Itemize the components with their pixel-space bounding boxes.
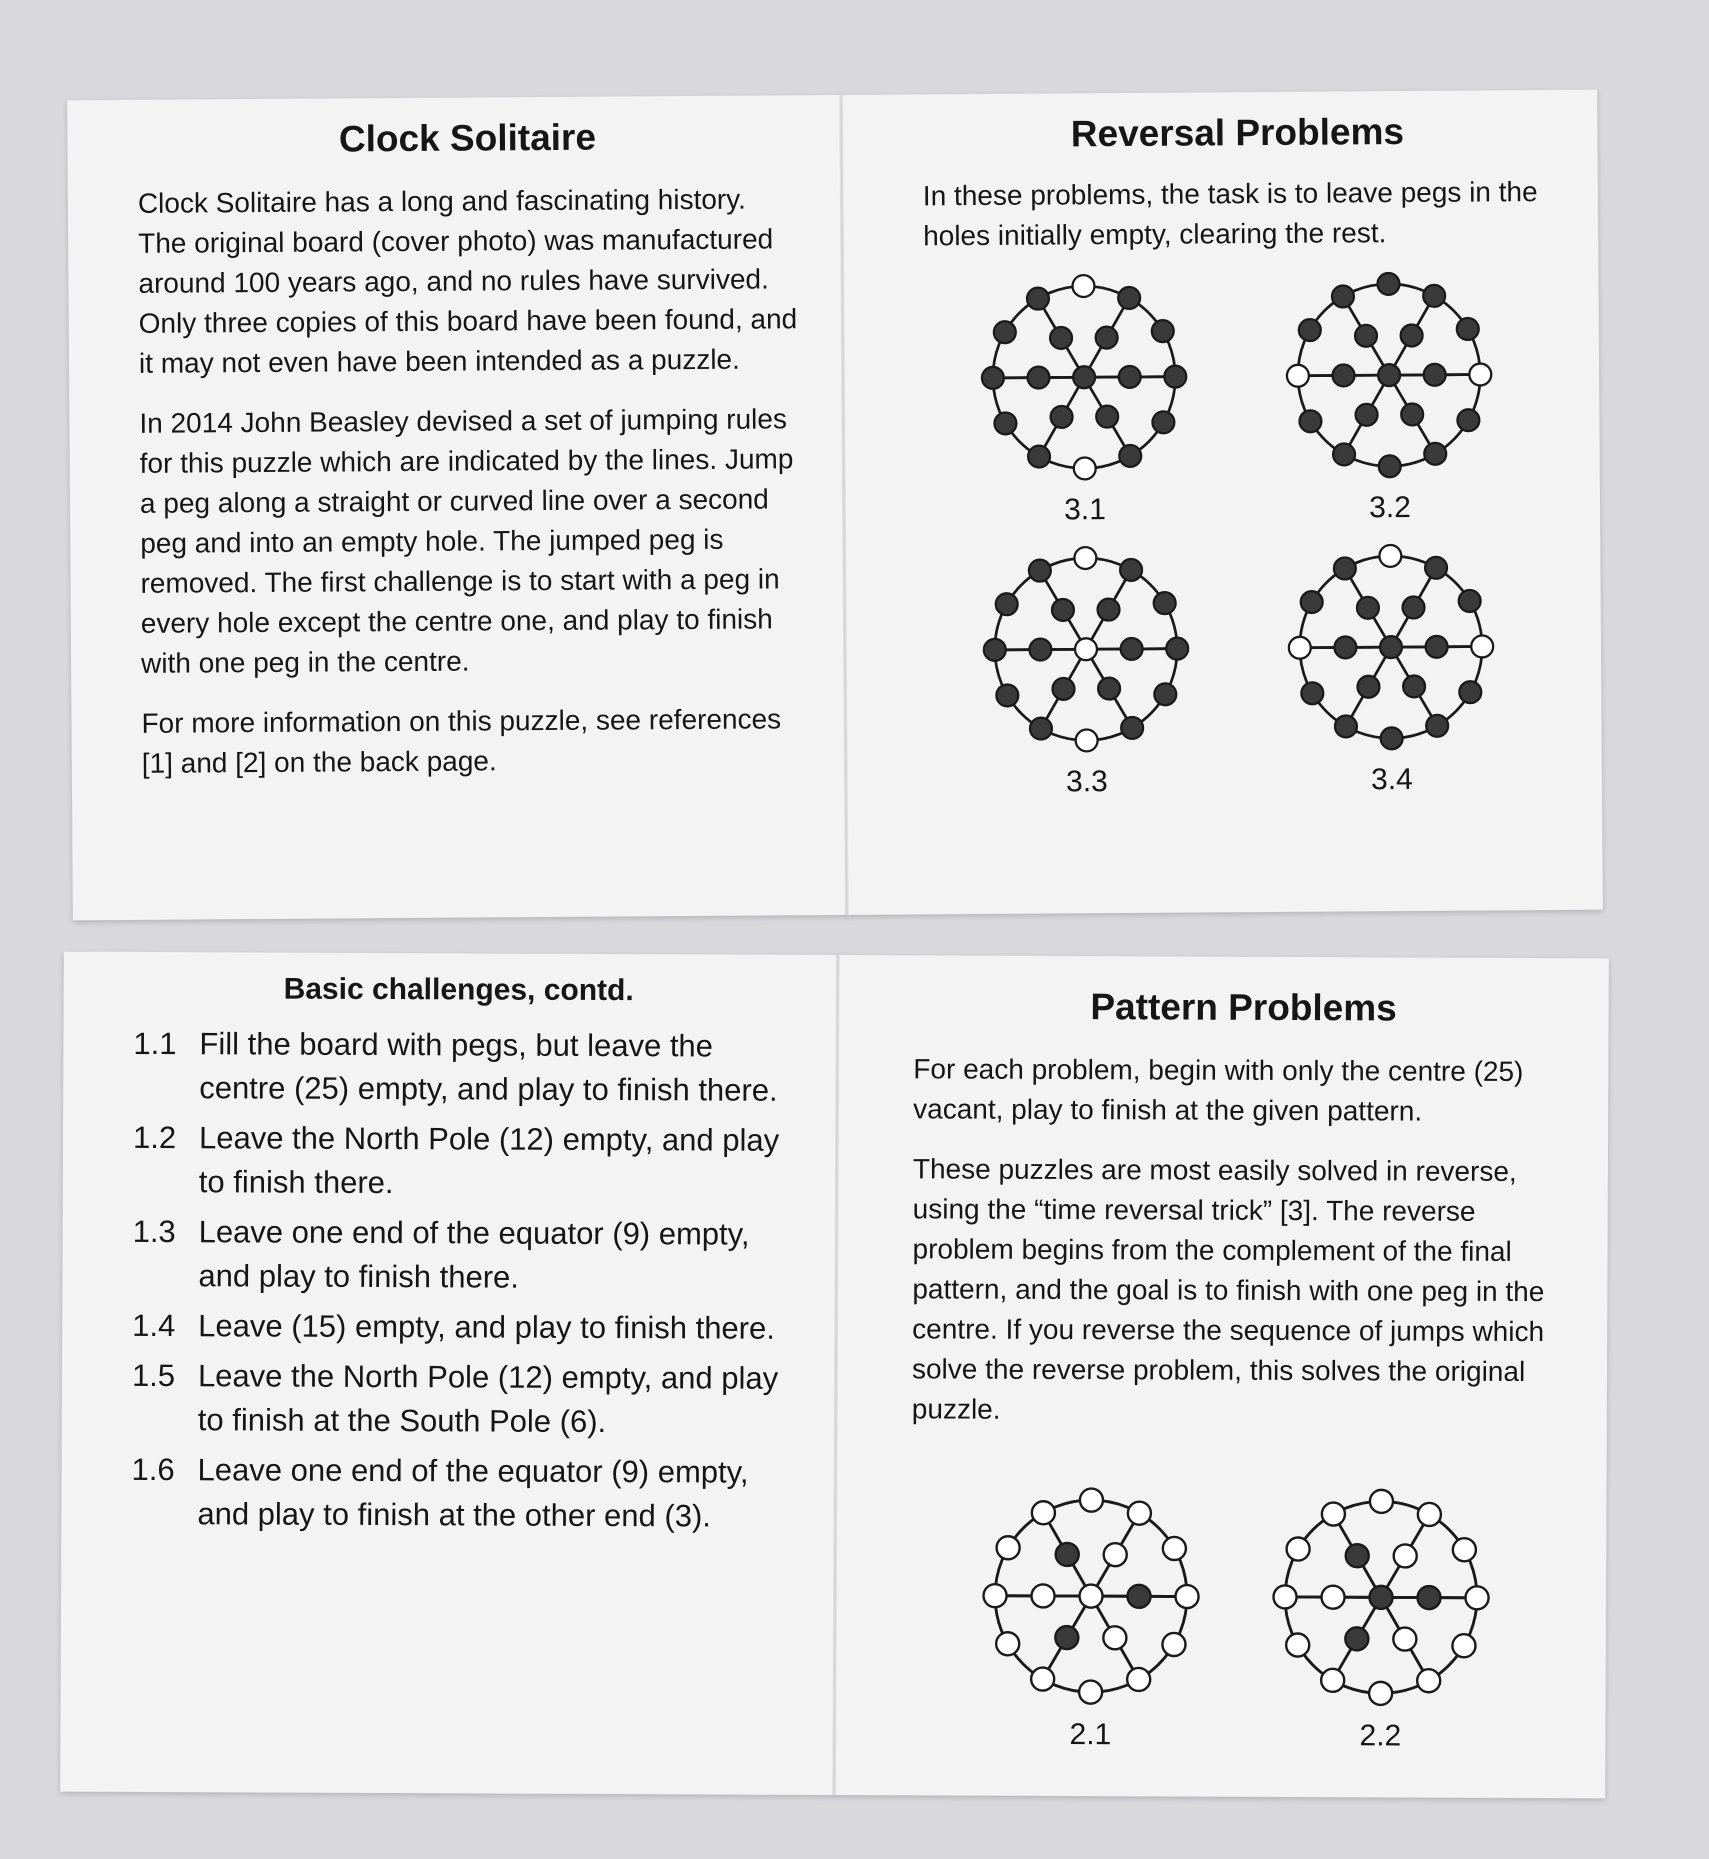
empty-hole bbox=[1031, 1584, 1054, 1607]
peg bbox=[1459, 590, 1481, 612]
empty-hole bbox=[1128, 1502, 1151, 1525]
peg bbox=[982, 367, 1004, 389]
peg bbox=[1380, 636, 1402, 658]
empty-hole bbox=[1321, 1669, 1344, 1692]
peg bbox=[1357, 597, 1379, 619]
empty-hole bbox=[983, 1584, 1006, 1607]
peg bbox=[1403, 675, 1425, 697]
empty-hole bbox=[1418, 1503, 1441, 1526]
board-label: 2.2 bbox=[1359, 1719, 1402, 1753]
peg bbox=[1345, 1627, 1368, 1650]
peg bbox=[1334, 557, 1356, 579]
list-item bbox=[133, 1022, 783, 1113]
reversal-intro: In these problems, the task is to leave pegs in the holes initially empty, clearing the rest. bbox=[922, 176, 1538, 252]
empty-hole bbox=[1453, 1538, 1476, 1561]
peg bbox=[1381, 727, 1403, 749]
challenge-number: 1.2 bbox=[132, 1119, 177, 1156]
empty-hole bbox=[1289, 637, 1311, 659]
peg bbox=[1096, 406, 1118, 428]
empty-hole bbox=[1393, 1627, 1416, 1650]
challenge-text: Leave one end of the equator (9) empty, and play to finish there. bbox=[198, 1214, 750, 1295]
empty-hole bbox=[1163, 1537, 1186, 1560]
peg bbox=[996, 684, 1018, 706]
empty-hole bbox=[1162, 1633, 1185, 1656]
empty-hole bbox=[997, 1536, 1020, 1559]
peg bbox=[1027, 367, 1049, 389]
board-3-2 bbox=[1253, 260, 1525, 526]
board-label: 3.1 bbox=[1064, 493, 1107, 527]
peg bbox=[1052, 599, 1074, 621]
peg bbox=[1299, 319, 1321, 341]
peg bbox=[1356, 404, 1378, 426]
board-diagram bbox=[1258, 260, 1520, 490]
empty-hole bbox=[1076, 729, 1098, 751]
empty-hole bbox=[996, 1632, 1019, 1655]
peg bbox=[1120, 559, 1142, 581]
peg bbox=[1027, 288, 1049, 310]
challenge-number: 1.1 bbox=[133, 1025, 177, 1062]
peg bbox=[994, 412, 1016, 434]
peg bbox=[1425, 557, 1447, 579]
empty-hole bbox=[1287, 365, 1309, 387]
page-title: Reversal Problems bbox=[1070, 111, 1405, 155]
peg bbox=[1166, 638, 1188, 660]
page-title: Basic challenges, contd. bbox=[283, 972, 634, 1008]
empty-hole bbox=[1322, 1502, 1345, 1525]
peg bbox=[1377, 273, 1399, 295]
board-3-1 bbox=[948, 262, 1220, 528]
list-item bbox=[132, 1210, 782, 1301]
peg bbox=[1118, 287, 1140, 309]
board-2-1 bbox=[955, 1476, 1226, 1753]
peg bbox=[1457, 409, 1479, 431]
empty-hole bbox=[1079, 1585, 1102, 1608]
challenge-number: 1.4 bbox=[132, 1307, 176, 1344]
empty-hole bbox=[1079, 1681, 1102, 1704]
peg bbox=[1355, 325, 1377, 347]
peg bbox=[1401, 403, 1423, 425]
empty-hole bbox=[1074, 457, 1096, 479]
peg bbox=[1098, 599, 1120, 621]
peg bbox=[1098, 678, 1120, 700]
empty-hole bbox=[1032, 1501, 1055, 1524]
peg bbox=[1301, 591, 1323, 613]
peg bbox=[1030, 718, 1052, 740]
challenge-number: 1.5 bbox=[131, 1357, 176, 1394]
empty-hole bbox=[1104, 1543, 1127, 1566]
peg bbox=[1401, 324, 1423, 346]
peg bbox=[1050, 327, 1072, 349]
empty-hole bbox=[1452, 1634, 1475, 1657]
peg bbox=[1333, 443, 1355, 465]
board-diagram bbox=[1260, 532, 1522, 762]
empty-hole bbox=[1465, 1586, 1488, 1609]
fold-line bbox=[839, 95, 849, 915]
empty-hole bbox=[1031, 1667, 1054, 1690]
peg bbox=[1346, 1544, 1369, 1567]
empty-hole bbox=[1075, 638, 1097, 660]
board-diagram bbox=[1251, 1477, 1512, 1718]
pattern-boards bbox=[955, 1476, 1516, 1754]
empty-hole bbox=[1379, 545, 1401, 567]
peg bbox=[1426, 636, 1448, 658]
empty-hole bbox=[1103, 1626, 1126, 1649]
page-title: Clock Solitaire bbox=[338, 116, 597, 160]
board-label: 3.4 bbox=[1370, 762, 1413, 797]
references-paragraph: For more information on this puzzle, see references [1] and [2] on the back page. bbox=[141, 703, 782, 779]
board-diagram bbox=[955, 534, 1217, 764]
peg bbox=[984, 639, 1006, 661]
board-diagram bbox=[953, 262, 1215, 492]
empty-hole bbox=[1175, 1585, 1198, 1608]
clock-solitaire-page bbox=[137, 115, 802, 804]
list-item bbox=[132, 1354, 782, 1445]
empty-hole bbox=[1080, 1489, 1103, 1512]
basic-challenges-page bbox=[131, 972, 783, 1545]
challenge-text: Leave (15) empty, and play to finish there. bbox=[198, 1308, 775, 1346]
board-label: 3.3 bbox=[1065, 765, 1108, 799]
challenge-text: Leave the North Pole (12) empty, and play to finish there. bbox=[198, 1120, 780, 1201]
peg bbox=[1073, 366, 1095, 388]
pattern-intro: For each problem, begin with only the centre (25) vacant, play to finish at the given pattern. bbox=[913, 1053, 1524, 1127]
peg bbox=[1152, 320, 1174, 342]
board-3-3 bbox=[950, 534, 1222, 800]
peg bbox=[1121, 717, 1143, 739]
rules-paragraph: In 2014 John Beasley devised a set of jumping rules for this puzzle which are indicated by the lines. Jump a peg along a straight or curved line over a second peg and into an empty hole. The jumped peg is removed. The first challenge is to start with a peg in every hole except the centre one, and play to finish with one peg in the centre. bbox=[139, 403, 794, 679]
empty-hole bbox=[1469, 363, 1491, 385]
peg bbox=[1459, 681, 1481, 703]
peg bbox=[1378, 364, 1400, 386]
peg bbox=[1424, 364, 1446, 386]
empty-hole bbox=[1417, 1669, 1440, 1692]
peg bbox=[1299, 410, 1321, 432]
peg bbox=[1369, 1586, 1392, 1609]
peg bbox=[1051, 406, 1073, 428]
empty-hole bbox=[1273, 1585, 1296, 1608]
peg bbox=[1357, 676, 1379, 698]
board-label: 2.1 bbox=[1069, 1718, 1112, 1752]
peg bbox=[1403, 596, 1425, 618]
challenge-text: Leave the North Pole (12) empty, and play to finish at the South Pole (6). bbox=[197, 1358, 779, 1440]
reversal-problems-page bbox=[922, 110, 1553, 276]
board-diagram bbox=[961, 1476, 1222, 1717]
peg bbox=[1119, 366, 1141, 388]
list-item bbox=[133, 1116, 783, 1207]
empty-hole bbox=[1074, 547, 1096, 569]
page-title: Pattern Problems bbox=[1090, 986, 1397, 1029]
fold-line bbox=[832, 955, 840, 1795]
peg bbox=[1154, 683, 1176, 705]
list-item bbox=[131, 1448, 781, 1539]
empty-hole bbox=[1369, 1682, 1392, 1705]
peg bbox=[1301, 682, 1323, 704]
board-2-2 bbox=[1245, 1477, 1516, 1754]
peg bbox=[1332, 285, 1354, 307]
list-item bbox=[132, 1304, 782, 1351]
empty-hole bbox=[1471, 635, 1493, 657]
peg bbox=[1423, 285, 1445, 307]
empty-hole bbox=[1321, 1586, 1344, 1609]
peg bbox=[1029, 639, 1051, 661]
empty-hole bbox=[1394, 1544, 1417, 1567]
peg bbox=[1121, 638, 1143, 660]
peg bbox=[1154, 592, 1176, 614]
intro-paragraph: Clock Solitaire has a long and fascinating history. The original board (cover photo) was manufactured around 100 years ago, and no rules have survived. Only three copies of this board have been found, and it may not even have been intended as a puzzle. bbox=[137, 183, 798, 379]
peg bbox=[996, 593, 1018, 615]
peg bbox=[1332, 364, 1354, 386]
peg bbox=[1052, 678, 1074, 700]
peg bbox=[1029, 560, 1051, 582]
challenge-number: 1.6 bbox=[131, 1451, 175, 1488]
peg bbox=[1127, 1585, 1150, 1608]
board-label: 3.2 bbox=[1369, 490, 1412, 525]
peg bbox=[1335, 715, 1357, 737]
challenge-number: 1.3 bbox=[132, 1213, 176, 1250]
pattern-problems-page bbox=[912, 985, 1574, 1452]
empty-hole bbox=[1287, 1537, 1310, 1560]
peg bbox=[1119, 445, 1141, 467]
challenge-text: Leave one end of the equator (9) empty, and play to finish at the other end (3). bbox=[197, 1452, 749, 1534]
empty-hole bbox=[1286, 1633, 1309, 1656]
peg bbox=[1379, 455, 1401, 477]
peg bbox=[1056, 1543, 1079, 1566]
peg bbox=[1426, 715, 1448, 737]
peg bbox=[1055, 1626, 1078, 1649]
empty-hole bbox=[1072, 275, 1094, 297]
bottom-sheet bbox=[60, 952, 1609, 1799]
challenge-list bbox=[131, 1022, 783, 1539]
peg bbox=[1417, 1586, 1440, 1609]
reversal-boards bbox=[948, 260, 1527, 800]
top-sheet bbox=[67, 90, 1603, 921]
peg bbox=[1152, 411, 1174, 433]
peg bbox=[1096, 327, 1118, 349]
pattern-explanation: These puzzles are most easily solved in reverse, using the “time reversal trick” [3]. The reverse problem begins from the complement of the final pattern, and the goal is to finish with one peg in the centre. If you reverse the sequence of jumps which solve the reverse problem, this solves the original puzzle. bbox=[911, 1153, 1545, 1425]
peg bbox=[1334, 636, 1356, 658]
board-3-4 bbox=[1255, 532, 1527, 798]
challenge-text: Fill the board with pegs, but leave the centre (25) empty, and play to finish there. bbox=[199, 1026, 778, 1108]
empty-hole bbox=[1127, 1668, 1150, 1691]
peg bbox=[1457, 318, 1479, 340]
peg bbox=[994, 321, 1016, 343]
peg bbox=[1424, 443, 1446, 465]
peg bbox=[1028, 446, 1050, 468]
peg bbox=[1164, 366, 1186, 388]
empty-hole bbox=[1370, 1490, 1393, 1513]
